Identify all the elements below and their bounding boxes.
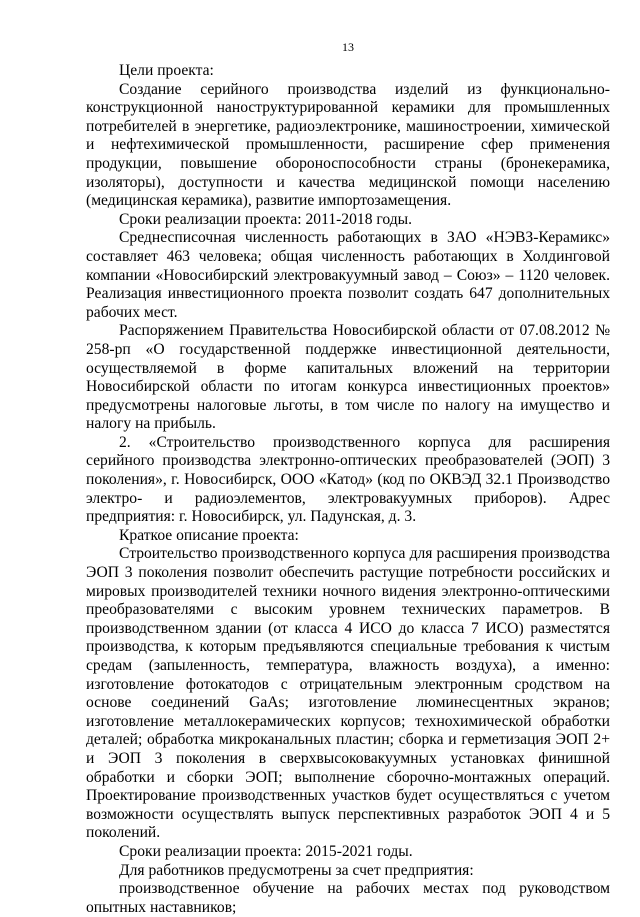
goals-paragraph: Создание серийного производства изделий из функционально-конструкционной наноструктурированной керамики для промышленных потребителей в энергетике, радиоэлектронике, машиностроении, химической и нефтехимической промышленности, расширение сфер применения продукции, повышение обороноспособности страны (бронекерамика, изоляторы), доступности и качества медицинской помощи населению (медицинская керамика), развитие импортозамещения. bbox=[86, 80, 610, 210]
training-paragraph: производственное обучение на рабочих местах под руководством опытных наставников; bbox=[86, 880, 610, 916]
government-order-paragraph: Распоряжением Правительства Новосибирской области от 07.08.2012 № 258-рп «О государственной поддержке инвестиционной деятельности, осуществляемой в форме капитальных вложений на территории Новосибирской области по итогам конкурса инвестиционных проектов» предусмотрены налоговые льготы, в том числе по налогу на имущество и налогу на прибыль. bbox=[86, 322, 610, 433]
benefits-heading: Для работников предусмотрены за счет предприятия: bbox=[119, 861, 474, 879]
timeline-paragraph-1: Сроки реализации проекта: 2011-2018 годы. bbox=[119, 210, 413, 228]
timeline-paragraph-2: Сроки реализации проекта: 2015-2021 годы. bbox=[119, 842, 413, 860]
description-paragraph: Строительство производственного корпуса для расширения производства ЭОП 3 поколения позволит обеспечить растущие потребности российских и мировых производителей техники ночного видения электронно-оптическими преобразователями с высоким уровнем технических параметров. В производственном здании (от класса 4 ИСО до класса 7 ИСО) разместятся производства, к которым предъявляются специальные требования к чистым средам (запыленность, температура, влажность воздуха), а именно: изготовление фотокатодов с отрицательным электронным сродством на основе соединений GaAs; изготовление люминесцентных экранов; изготовление металлокерамических корпусов; технохимической обработки деталей; обработка микроканальных пластин; сборка и герметизация ЭОП 2+ и ЭОП 3 поколения в сверхвысоковакуумных установках финишной обработки и сборки ЭОП; выполнение сборочно-монтажных операций. Проектирование производственных участков будет осуществляться с учетом возможности осуществлять выпуск перспективных разработок ЭОП 4 и 5 поколений. bbox=[86, 545, 610, 842]
goals-heading: Цели проекта: bbox=[119, 62, 214, 79]
project-2-paragraph: 2. «Строительство производственного корпуса для расширения серийного производства электронно-оптических преобразователей (ЭОП) 3 поколения», г. Новосибирск, ООО «Катод» (код по ОКВЭД 32.1 Производство электро- и радиоэлементов, электровакуумных приборов). Адрес предприятия: г. Новосибирск, ул. Падунская, д. 3. bbox=[86, 433, 610, 526]
page-number: 13 bbox=[342, 40, 354, 54]
brief-description-heading: Краткое описание проекта: bbox=[119, 526, 299, 544]
headcount-paragraph: Среднесписочная численность работающих в ЗАО «НЭВЗ-Керамикс» составляет 463 человека; общая численность работающих в Холдинговой компании «Новосибирский электровакуумный завод – Союз» – 1120 человек. Реализация инвестиционного проекта позволит создать 647 дополнительных рабочих мест. bbox=[86, 229, 610, 321]
